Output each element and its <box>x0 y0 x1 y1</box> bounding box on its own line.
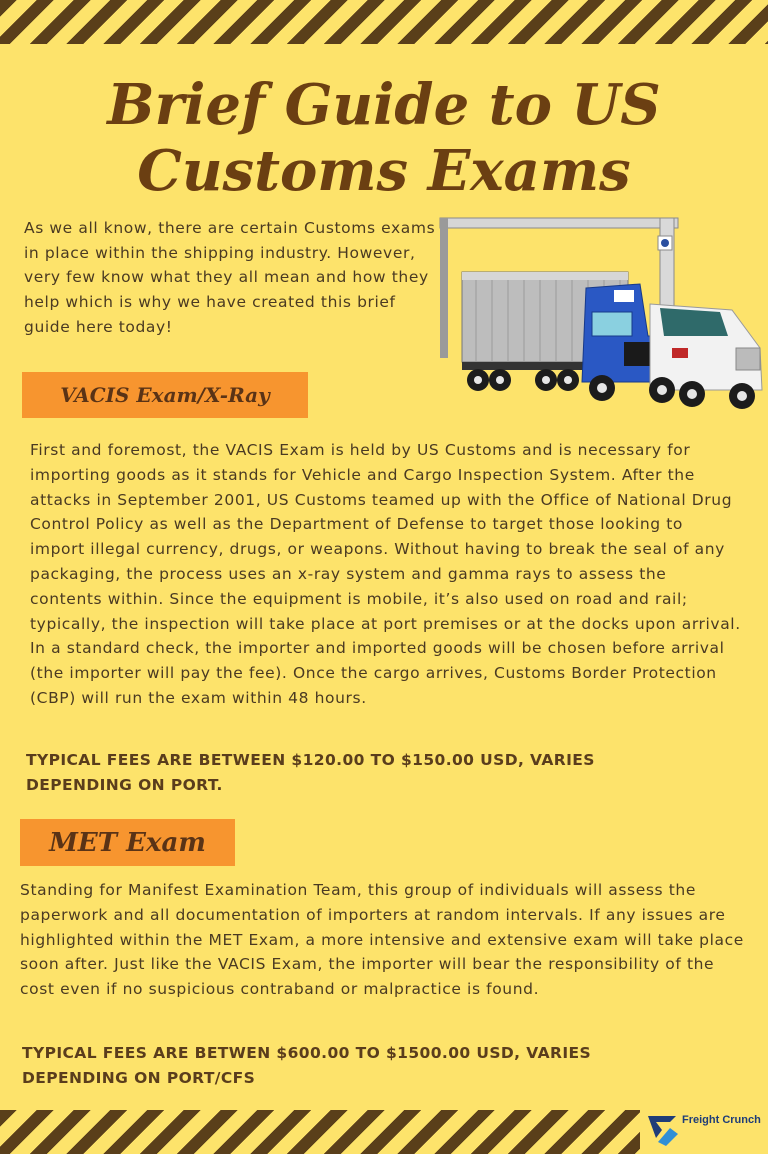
vacis-description: First and foremost, the VACIS Exam is held by US Customs and is necessary for importing goods as it stands for Vehicle and Cargo Inspection System. After the attacks in September 2001, US Customs teamed up with the Office of National Drug Control Policy as well as the Department of Defense to target those looking to import illegal currency, drugs, or weapons. Without having to break the seal of any packaging, the process uses an x-ray system and gamma rays to assess the contents within. Since the equipment is mobile, it’s also used on road and rail; typically, the inspection will take place at port premises or at the docks upon arrival. In a standard check, the importer and imported goods will be chosen before arrival (the importer will pay the fee). Once the cargo arrives, Customs Border Protection (CBP) will run the exam within 48 hours. <box>30 441 741 707</box>
vacis-heading: VACIS Exam/X-Ray <box>60 383 270 407</box>
brand-name: Freight Crunch <box>682 1114 761 1126</box>
top-hazard-stripes <box>0 0 768 44</box>
page-title <box>0 72 768 204</box>
title-line-2: Customs Exams <box>137 138 631 204</box>
met-fee-note: TYPICAL FEES ARE BETWEN $600.00 TO $1500.00 USD, VARIES DEPENDING ON PORT/CFS <box>22 1044 592 1087</box>
met-heading: MET Exam <box>49 827 206 858</box>
title-line-1: Brief Guide to US <box>107 72 661 138</box>
intro-paragraph: As we all know, there are certain Customs exams in place within the shipping industry. However, very few know what they all mean and how they help which is why we have created this brief guide here today! <box>24 219 436 336</box>
met-heading-tag <box>20 819 235 866</box>
vacis-heading-tag <box>22 372 308 418</box>
bottom-hazard-stripes <box>0 1110 640 1154</box>
vacis-fee-note: TYPICAL FEES ARE BETWEEN $120.00 TO $150.00 USD, VARIES DEPENDING ON PORT. <box>26 751 595 794</box>
met-description: Standing for Manifest Examination Team, this group of individuals will assess the paperwork and all documentation of importers at random intervals. If any issues are highlighted within the MET Exam, a more intensive and extensive exam will take place soon after. Just like the VACIS Exam, the importer will bear the responsibility of the cost even if no suspicious contraband or malpractice is found. <box>20 881 744 999</box>
customs-xray-truck-icon <box>436 212 768 412</box>
